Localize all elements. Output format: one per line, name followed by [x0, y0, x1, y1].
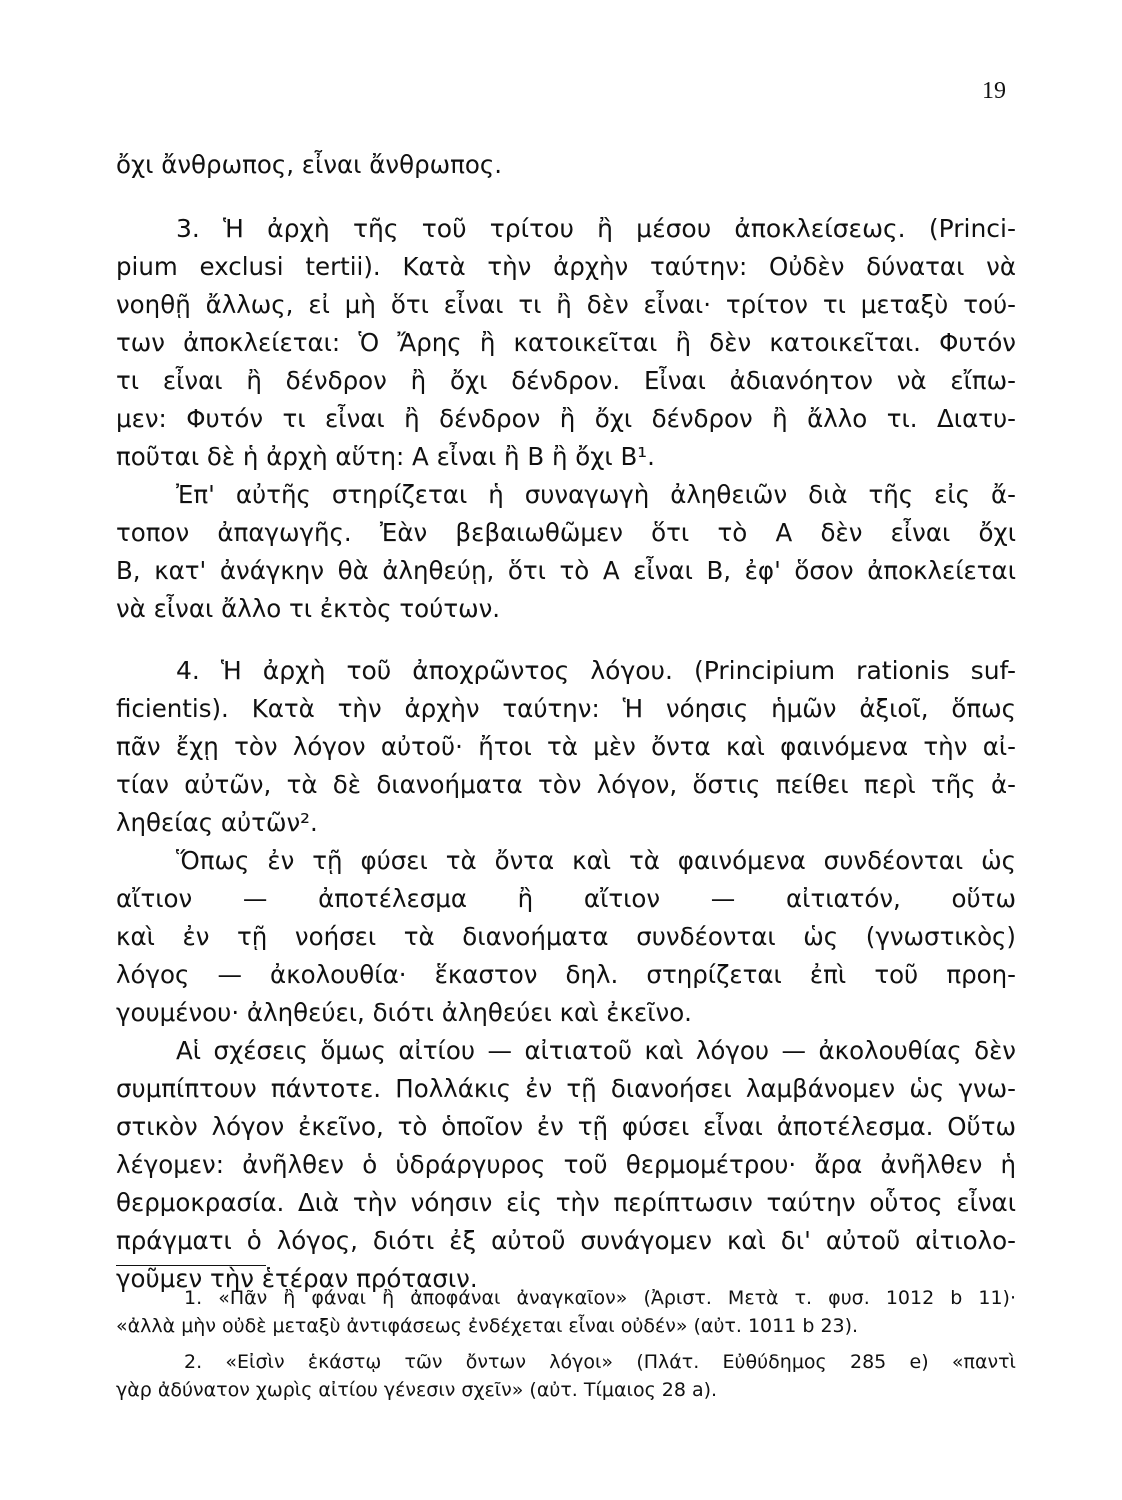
- text-line: γοῦμεν τὴν ἑτέραν πρότασιν.: [116, 1264, 478, 1293]
- body-text: [116, 146, 1016, 1298]
- text-line: νοηθῇ ἄλλως, εἰ μὴ ὅτι εἶναι τι ἢ δὲν εἶναι· τρίτον τι μεταξὺ τού-: [116, 290, 1016, 319]
- text-line: καὶ ἐν τῇ νοήσει τὰ διανοήματα συνδέονται ὡς (γνωστικὸς): [116, 922, 1016, 951]
- text-line: στικὸν λόγον ἐκεῖνο, τὸ ὁποῖον ἐν τῇ φύσει εἶναι ἀποτέλεσμα. Οὕτω: [116, 1112, 1016, 1141]
- text-line: των ἀποκλείεται: Ὁ Ἄρης ἢ κατοικεῖται ἢ δὲν κατοικεῖται. Φυτόν: [116, 328, 1016, 357]
- text-line: τι εἶναι ἢ δένδρον ἢ ὄχι δένδρον. Εἶναι ἀδιανόητον νὰ εἴπω-: [116, 366, 1016, 395]
- text-line: Ὅπως ἐν τῇ φύσει τὰ ὄντα καὶ τὰ φαινόμενα συνδέονται ὡς: [176, 846, 1016, 875]
- text-line: ficientis). Κατὰ τὴν ἀρχὴν ταύτην: Ἡ νόησις ἡμῶν ἀξιοῖ, ὅπως: [116, 694, 1016, 723]
- text-line: γουμένου· ἀληθεύει, διότι ἀληθεύει καὶ ἐκεῖνο.: [116, 998, 692, 1027]
- footnote-rule: [116, 1265, 266, 1266]
- text-line: Αἱ σχέσεις ὅμως αἰτίου — αἰτιατοῦ καὶ λόγου — ἀκολουθίας δὲν: [176, 1036, 1016, 1065]
- footnote-2-cont: γὰρ ἀδύνατον χωρὶς αἰτίου γένεσιν σχεῖν» (αὐτ. Τίμαιος 28 a).: [116, 1379, 718, 1401]
- text-line: ληθείας αὐτῶν².: [116, 808, 318, 837]
- text-line: αἴτιον — ἀποτέλεσμα ἢ αἴτιον — αἰτιατόν, οὕτω: [116, 884, 1016, 913]
- text-line: νὰ εἶναι ἄλλο τι ἐκτὸς τούτων.: [116, 594, 501, 623]
- footnote-1: 1. «Πᾶν ἢ φάναι ἢ ἀποφάναι ἀναγκαῖον» (Ἀριστ. Μετὰ τ. φυσ. 1012 b 11)·: [184, 1287, 1016, 1309]
- text-line: τίαν αὐτῶν, τὰ δὲ διανοήματα τὸν λόγον, ὅστις πείθει περὶ τῆς ἀ-: [116, 770, 1016, 799]
- text-line: pium exclusi tertii). Κατὰ τὴν ἀρχὴν ταύτην: Οὐδὲν δύναται νὰ: [116, 252, 1016, 281]
- text-line: θερμοκρασία. Διὰ τὴν νόησιν εἰς τὴν περίπτωσιν ταύτην οὗτος εἶναι: [116, 1188, 1016, 1217]
- footnotes: [116, 1284, 1016, 1404]
- text-line: ποῦται δὲ ἡ ἀρχὴ αὕτη: Α εἶναι ἢ Β ἢ ὄχι Β¹.: [116, 442, 655, 471]
- text-line: λέγομεν: ἀνῆλθεν ὁ ὑδράργυρος τοῦ θερμομέτρου· ἄρα ἀνῆλθεν ἡ: [116, 1150, 1016, 1179]
- footnote-2: 2. «Εἰσὶν ἑκάστῳ τῶν ὄντων λόγοι» (Πλάτ. Εὐθύδημος 285 e) «παντὶ: [184, 1351, 1016, 1373]
- section-heading-3: 3. Ἡ ἀρχὴ τῆς τοῦ τρίτου ἢ μέσου ἀποκλείσεως. (Princi-: [176, 214, 1016, 243]
- text-line: συμπίπτουν πάντοτε. Πολλάκις ἐν τῇ διανοήσει λαμβάνομεν ὡς γνω-: [116, 1074, 1016, 1103]
- text-line: μεν: Φυτόν τι εἶναι ἢ δένδρον ἢ ὄχι δένδρον ἢ ἄλλο τι. Διατυ-: [116, 404, 1016, 433]
- text-line: ὄχι ἄνθρωπος, εἶναι ἄνθρωπος.: [116, 150, 503, 179]
- text-line: Ἐπ' αὐτῆς στηρίζεται ἡ συναγωγὴ ἀληθειῶν διὰ τῆς εἰς ἄ-: [176, 480, 1016, 509]
- text-line: Β, κατ' ἀνάγκην θὰ ἀληθεύῃ, ὅτι τὸ Α εἶναι Β, ἐφ' ὅσον ἀποκλείεται: [116, 556, 1016, 585]
- text-line: πᾶν ἔχῃ τὸν λόγον αὐτοῦ· ἤτοι τὰ μὲν ὄντα καὶ φαινόμενα τὴν αἰ-: [116, 732, 1016, 761]
- section-heading-4: 4. Ἡ ἀρχὴ τοῦ ἀποχρῶντος λόγου. (Principium rationis suf-: [176, 656, 1016, 685]
- text-line: πράγματι ὁ λόγος, διότι ἐξ αὐτοῦ συνάγομεν καὶ δι' αὐτοῦ αἰτιολο-: [116, 1226, 1016, 1255]
- text-line: τοπον ἀπαγωγῆς. Ἐὰν βεβαιωθῶμεν ὅτι τὸ Α δὲν εἶναι ὄχι: [116, 518, 1016, 547]
- text-line: λόγος — ἀκολουθία· ἕκαστον δηλ. στηρίζεται ἐπὶ τοῦ προη-: [116, 960, 1016, 989]
- footnote-1-cont: «ἀλλὰ μὴν οὐδὲ μεταξὺ ἀντιφάσεως ἐνδέχεται εἶναι οὐδέν» (αὐτ. 1011 b 23).: [116, 1315, 859, 1337]
- page-number: 19: [982, 78, 1006, 104]
